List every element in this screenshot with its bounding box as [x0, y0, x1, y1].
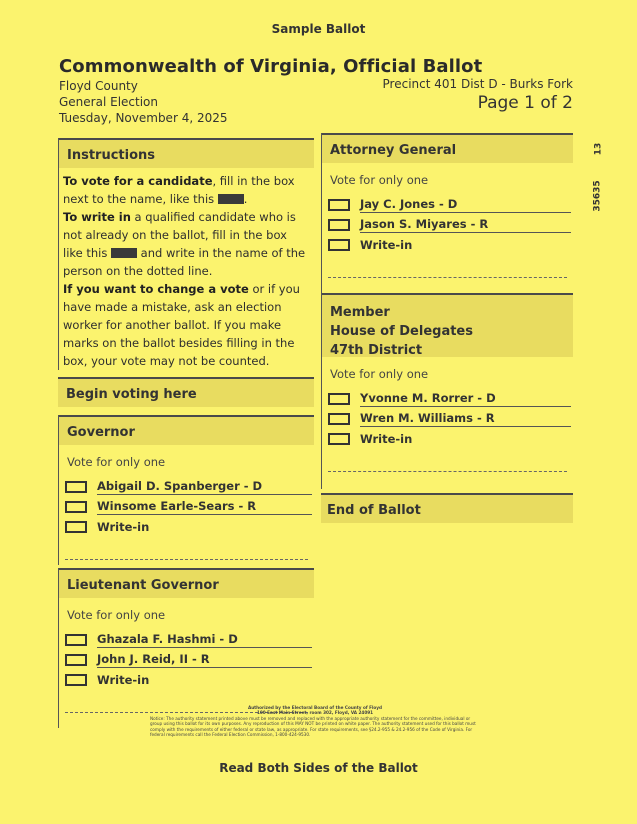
- candidate-row[interactable]: [65, 477, 314, 497]
- instr-p2-rest: a qualified candidate who is not already on the ballot, fill in the box like this: [63, 210, 296, 260]
- contest-title-line-1: Member: [330, 305, 390, 320]
- candidate-row[interactable]: [65, 497, 314, 517]
- vote-box[interactable]: [328, 219, 350, 231]
- side-number-bottom: 35635: [592, 180, 603, 212]
- vote-box[interactable]: [65, 674, 87, 686]
- candidate-name: Ghazala F. Hashmi - D: [97, 632, 312, 648]
- begin-voting-heading: Begin voting here: [58, 377, 314, 407]
- instr-p2-bold: To write in: [63, 210, 131, 224]
- vote-box[interactable]: [65, 481, 87, 493]
- vote-box[interactable]: [65, 521, 87, 533]
- vote-box[interactable]: [65, 501, 87, 513]
- election-type: General Election: [59, 95, 158, 109]
- vote-for-instruction: Vote for only one: [330, 173, 429, 187]
- candidate-name: Jay C. Jones - D: [360, 197, 571, 213]
- authorization-statement: [150, 705, 480, 737]
- contest-title-line-3: 47th District: [330, 343, 423, 358]
- contest-title: Governor: [59, 415, 314, 445]
- ballot-title: Commonwealth of Virginia, Official Ballot: [59, 56, 483, 77]
- vote-for-instruction: Vote for only one: [67, 608, 166, 622]
- write-in-label: Write-in: [97, 519, 150, 534]
- write-in-label: Write-in: [360, 431, 413, 446]
- instr-p2-rest2: and write in the name of the person on the dotted line.: [63, 246, 306, 278]
- candidate-row[interactable]: [65, 630, 314, 650]
- vote-box[interactable]: [328, 433, 350, 445]
- write-in-row[interactable]: [65, 517, 314, 537]
- candidate-name: Wren M. Williams - R: [360, 411, 571, 427]
- contest-title: Lieutenant Governor: [59, 568, 314, 598]
- contest-title: [322, 293, 573, 357]
- instr-p3-bold: If you want to change a vote: [63, 282, 249, 296]
- candidate-name: John J. Reid, II - R: [97, 652, 312, 668]
- sample-ballot-label: Sample Ballot: [271, 22, 366, 36]
- contest-attorney-general: [321, 133, 573, 293]
- vote-box[interactable]: [65, 634, 87, 646]
- filled-box-example-icon: [111, 248, 137, 258]
- instructions-text: To vote for a candidate, fill in the box next to the name, like this . To write in a qualified candidate who is not already on the ballot, fill in the box like this and write in the name of the person on the dotted line. If you want to change a vote or if you have made a mistake, ask an election worker for another ballot. If you make marks on the ballot besides filling in the box, your vote may not be counted.: [63, 174, 306, 368]
- footer-note: Read Both Sides of the Ballot: [219, 761, 418, 775]
- vote-box[interactable]: [328, 393, 350, 405]
- contest-title-line-2: House of Delegates: [330, 324, 473, 339]
- candidate-row[interactable]: [328, 409, 573, 429]
- authorization-line-2: 100 East Main Street, room 302, Floyd, VA 24091: [256, 710, 374, 716]
- county: Floyd County: [59, 79, 138, 93]
- write-in-line[interactable]: [328, 471, 567, 472]
- write-in-line[interactable]: [65, 559, 308, 560]
- vote-box[interactable]: [328, 239, 350, 251]
- contest-title: Attorney General: [322, 133, 573, 163]
- candidate-name: Jason S. Miyares - R: [360, 217, 571, 233]
- contest-governor: [58, 415, 314, 565]
- instr-p3-rest: or if you have made a mistake, ask an election worker for another ballot. If you make marks on the ballot besides filling in the box, your vote may not be counted.: [63, 282, 300, 368]
- write-in-label: Write-in: [97, 672, 150, 687]
- left-column: [58, 138, 314, 728]
- candidate-name: Yvonne M. Rorrer - D: [360, 391, 571, 407]
- write-in-row[interactable]: [328, 235, 573, 255]
- page-number: Page 1 of 2: [477, 93, 573, 113]
- right-column: [321, 133, 573, 523]
- end-of-ballot: End of Ballot: [321, 493, 573, 523]
- side-number-top: 13: [593, 142, 604, 156]
- vote-for-instruction: Vote for only one: [67, 455, 166, 469]
- write-in-row[interactable]: [65, 670, 314, 690]
- filled-box-example-icon: [218, 194, 244, 204]
- write-in-row[interactable]: [328, 429, 573, 449]
- candidate-row[interactable]: [328, 215, 573, 235]
- vote-box[interactable]: [65, 654, 87, 666]
- vote-box[interactable]: [328, 413, 350, 425]
- candidate-row[interactable]: [328, 195, 573, 215]
- vote-box[interactable]: [328, 199, 350, 211]
- vote-for-instruction: Vote for only one: [330, 367, 429, 381]
- precinct: Precinct 401 Dist D - Burks Fork: [382, 77, 573, 91]
- candidate-name: Winsome Earle-Sears - R: [97, 499, 312, 515]
- candidate-row[interactable]: [328, 389, 573, 409]
- contest-house-of-delegates: [321, 293, 573, 489]
- authorization-notice: Notice: The authority statement printed above must be removed and replaced with the appropriate authority statement for the committee, individual or group using this ballot for its own purposes. Any reproduction of this MAY NOT be printed on white paper. The authority statement used for this ballot must comply with the requirements of either federal or state law, as appropriate. For state requirements, see §24.2-955 & 24.2-956 of the Code of Virginia. For federal requirements call the Federal Election Commission, 1-800-424-9530.: [150, 715, 476, 738]
- election-date: Tuesday, November 4, 2025: [59, 111, 228, 125]
- write-in-label: Write-in: [360, 237, 413, 252]
- instr-p1-rest: , fill in the box next to the name, like this: [63, 174, 295, 206]
- candidate-row[interactable]: [65, 650, 314, 670]
- authorization-line-1: Authorized by the Electoral Board of the County of Floyd: [247, 705, 383, 710]
- contest-lieutenant-governor: [58, 568, 314, 728]
- write-in-line[interactable]: [328, 277, 567, 278]
- instructions-heading: Instructions: [59, 138, 314, 168]
- instructions-section: [58, 138, 314, 370]
- instr-p1-bold: To vote for a candidate: [63, 174, 213, 188]
- candidate-name: Abigail D. Spanberger - D: [97, 479, 312, 495]
